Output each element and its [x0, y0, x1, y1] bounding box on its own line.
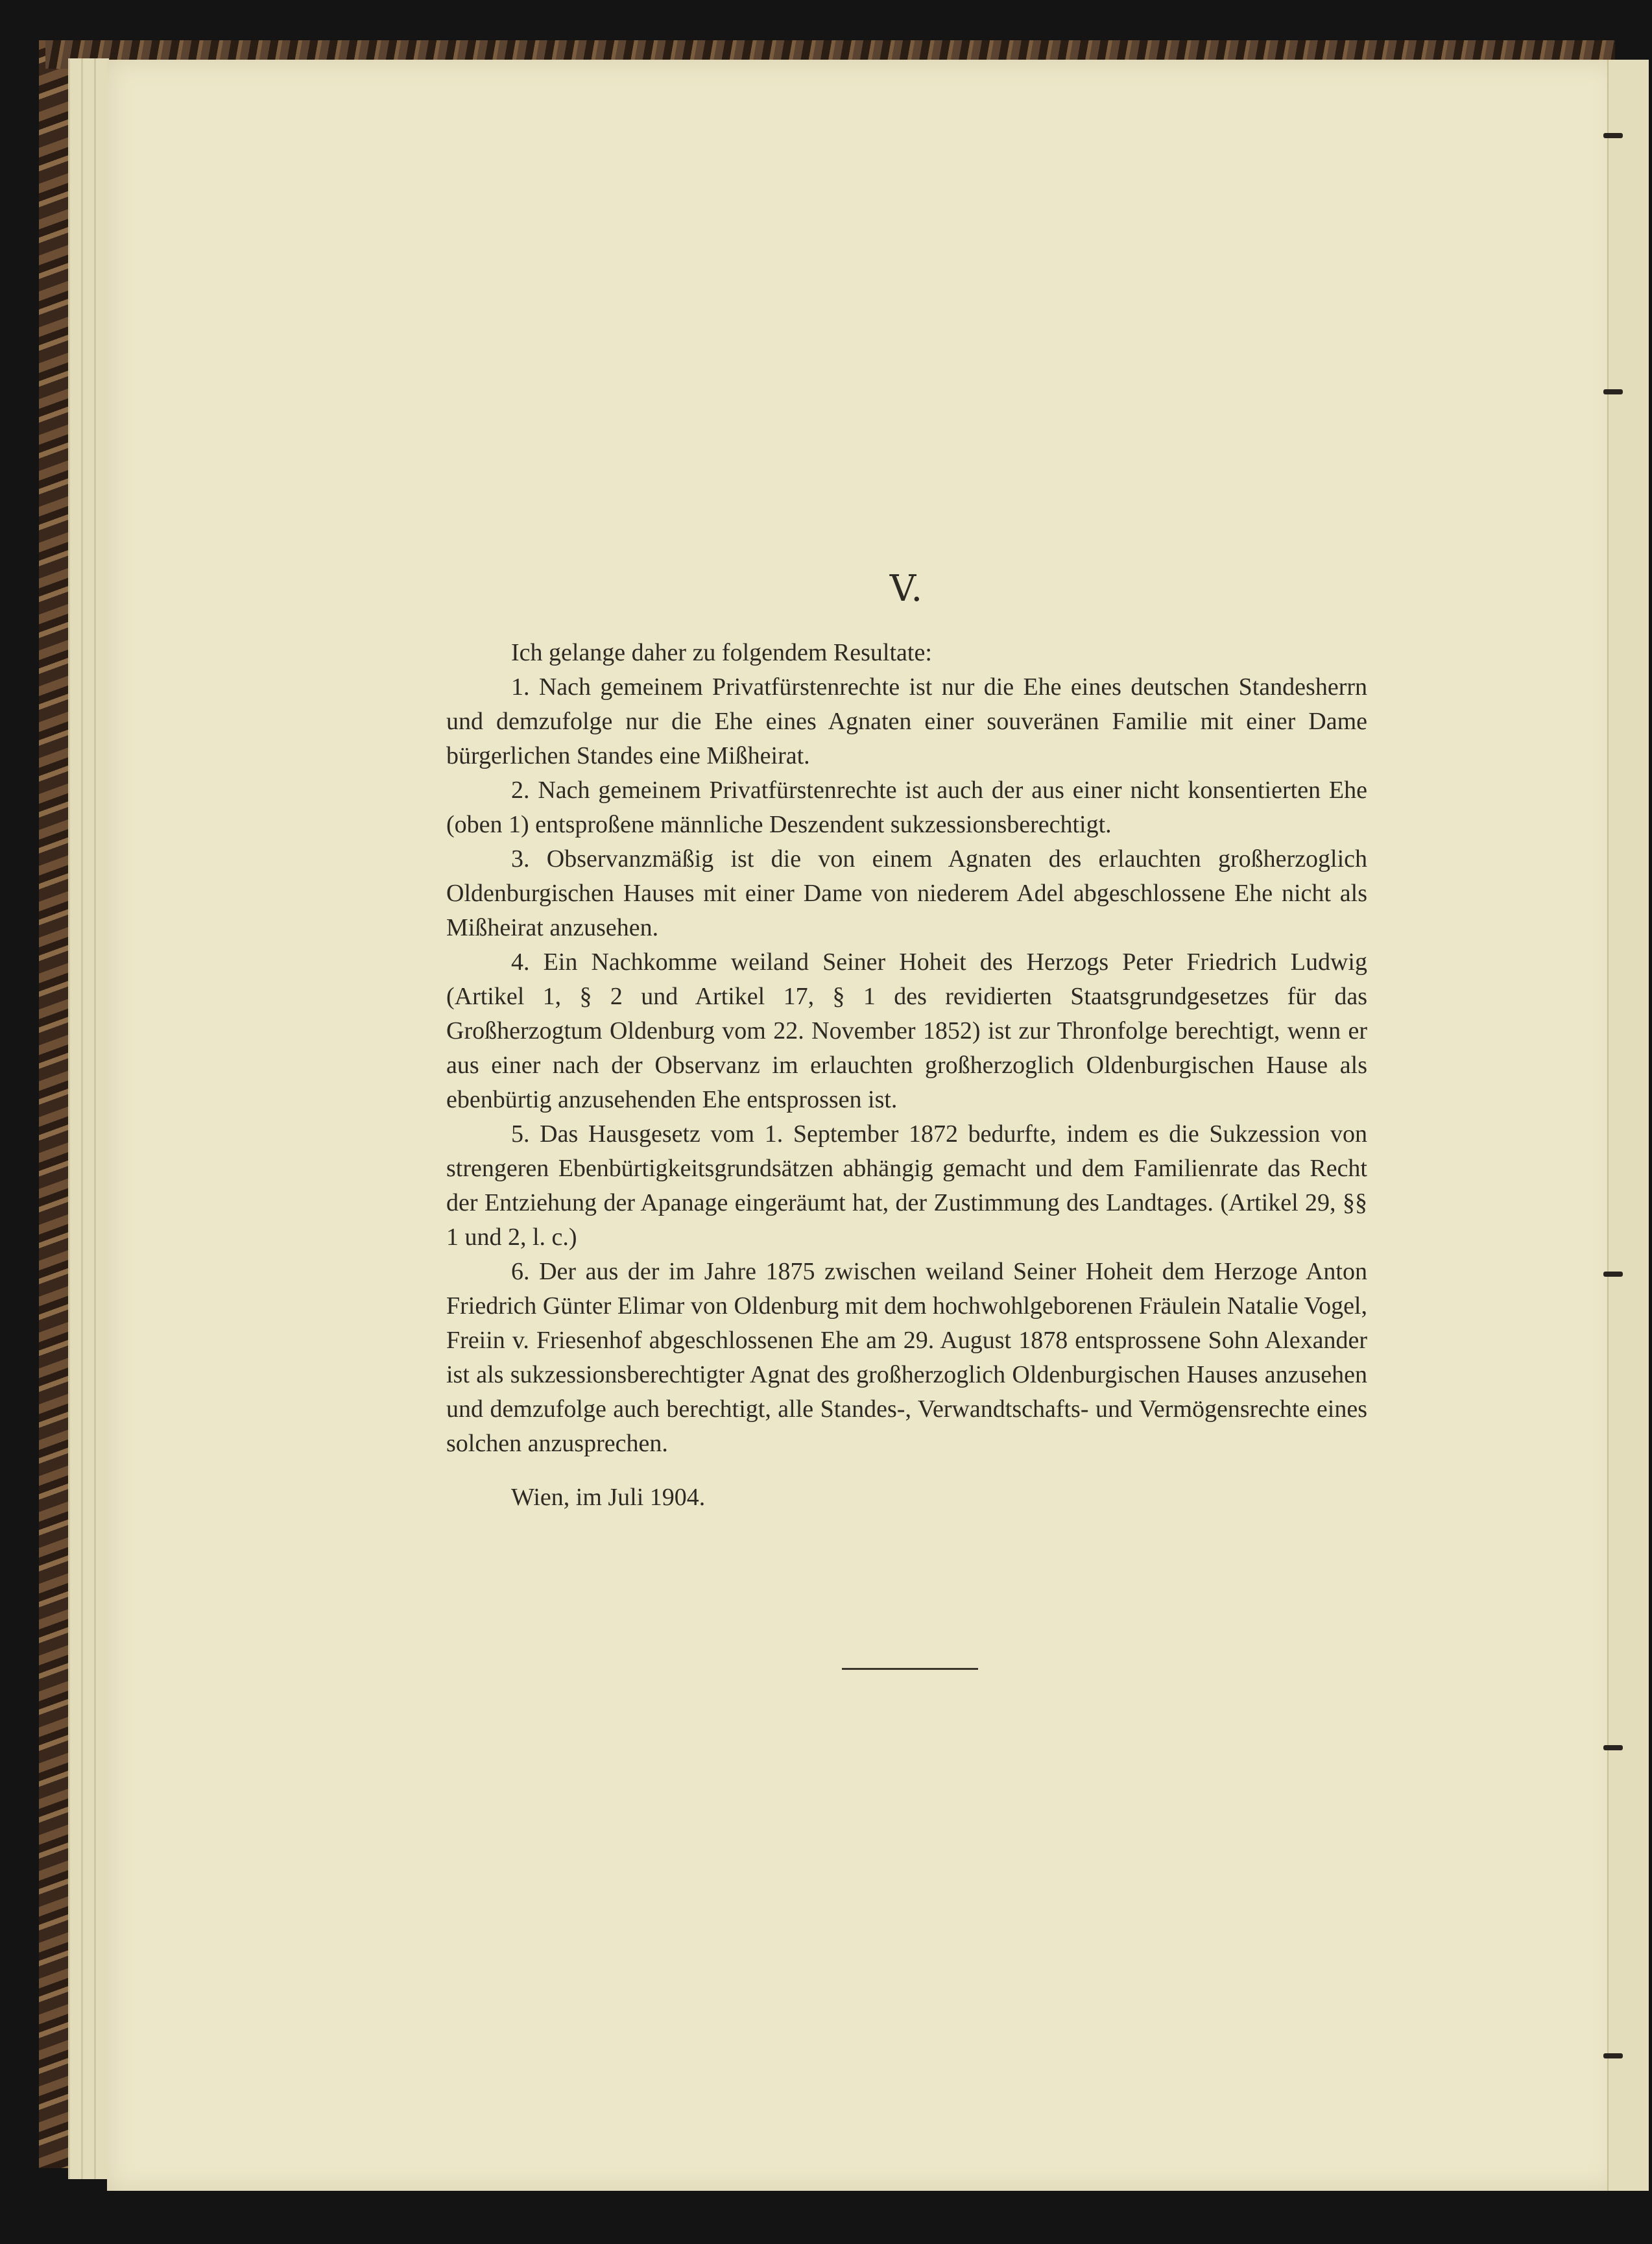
binding-clip — [1603, 1745, 1623, 1750]
binding-clip — [1603, 133, 1623, 138]
closing-rule — [842, 1668, 978, 1670]
section-heading: V. — [889, 568, 924, 610]
binding-clip — [1603, 2053, 1623, 2058]
paragraph-5: 5. Das Hausgesetz vom 1. September 1872 bedurfte, indem es die Sukzession von strengeren Ebenbürtigkeitsgrundsätzen abhängig gemacht und dem Familienrate das Recht der Entziehung der Apanage eingeräumt hat, der Zustimmung des Landtages. (Artikel 29, §§ 1 und 2, l. c.) — [446, 1120, 1367, 1251]
paragraph-1: 1. Nach gemeinem Privatfürstenrechte ist nur die Ehe eines deutschen Standesherrn und demzufolge nur die Ehe eines Agnaten einer souveränen Familie mit einer Dame bürgerlichen Standes eine Mißheirat. — [446, 673, 1367, 769]
binding-clip — [1603, 389, 1623, 394]
binding-strip — [1607, 60, 1649, 2191]
paragraph-4: 4. Ein Nachkomme weiland Seiner Hoheit des Herzogs Peter Friedrich Ludwig (Artikel 1, § 2 und Artikel 17, § 1 des revidierten Staatsgrundgesetzes für das Großherzogtum Oldenburg vom 22. November 1852) ist zur Thronfolge berechtigt, wenn er aus einer nach der Observanz im erlauchten großherzoglich Oldenburgischen Hause als ebenbürtig anzusehenden Ehe entsprossen ist. — [446, 948, 1367, 1113]
place-and-date: Wien, im Juli 1904. — [511, 1484, 706, 1511]
paragraph-6: 6. Der aus der im Jahre 1875 zwischen weiland Seiner Hoheit dem Herzoge Anton Friedrich Günter Elimar von Oldenburg mit dem hochwohlgeborenen Fräulein Natalie Vogel, Freiin v. Friesenhof abgeschlossenen Ehe am 29. August 1878 entsprossene Sohn Alexander ist als sukzessionsberechtigter Agnat des großherzoglich Oldenburgischen Hauses anzusehen und demzufolge auch berechtigt, alle Standes-, Verwandtschafts- und Vermögensrechte eines solchen anzusprechen. — [446, 1258, 1367, 1457]
paragraph-3: 3. Observanzmäßig ist die von einem Agnaten des erlauchten großherzoglich Oldenburgischen Hauses mit einer Dame von niederem Adel abgeschlossene Ehe nicht als Mißheirat anzusehen. — [446, 845, 1367, 941]
paragraph-2: 2. Nach gemeinem Privatfürstenrechte ist auch der aus einer nicht konsentierten Ehe (oben 1) entsproßene männliche Deszendent sukzessionsberechtigt. — [446, 777, 1367, 838]
paragraph-intro: Ich gelange daher zu folgendem Resultate: — [511, 639, 932, 666]
binding-clip — [1603, 1272, 1623, 1277]
page-text — [446, 568, 1367, 1515]
